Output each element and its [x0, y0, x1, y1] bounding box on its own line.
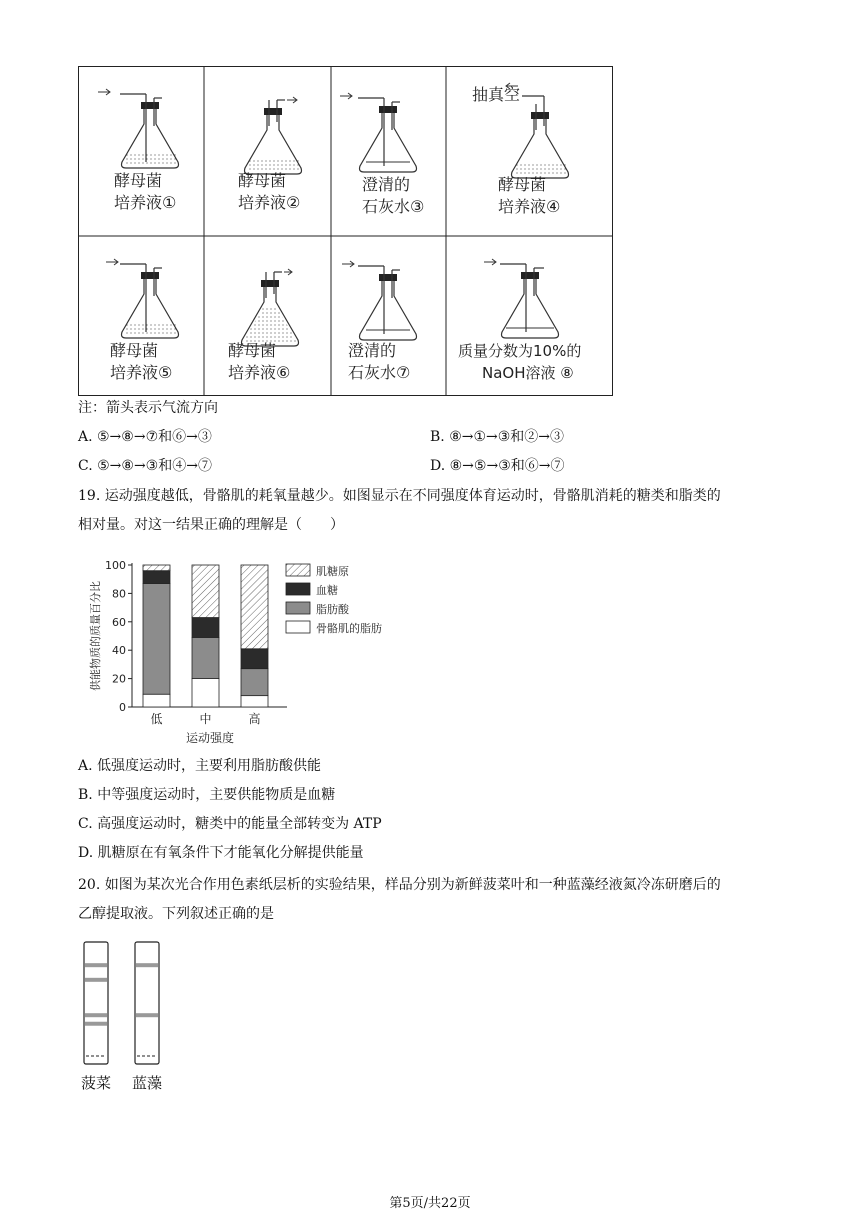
- cell-5-line1: 酵母菌: [110, 341, 159, 360]
- bar-1-segment-0: [192, 679, 219, 707]
- q18-option-d: D. ⑧→⑤→③和⑥→⑦: [430, 458, 565, 474]
- q19-option-c: C. 高强度运动时，糖类中的能量全部转变为 ATP: [78, 816, 382, 832]
- y-tick-label: 80: [112, 587, 126, 601]
- cell-4-line1: 酵母菌: [498, 175, 547, 194]
- cell-3-line1: 澄清的: [362, 175, 411, 194]
- q19-option-b: B. 中等强度运动时，主要供能物质是血糖: [78, 787, 336, 803]
- legend-label: 肌糖原: [316, 565, 349, 578]
- flask-3-icon: [340, 93, 417, 172]
- cell-2-num: ②: [286, 193, 301, 212]
- vacuum-label: 抽真空: [472, 85, 521, 104]
- x-axis-label: 运动强度: [185, 731, 235, 745]
- strip-label: 蓝藻: [131, 1074, 163, 1092]
- legend-swatch: [286, 602, 310, 614]
- y-tick-label: 40: [112, 644, 126, 658]
- y-tick-label: 20: [112, 672, 126, 686]
- x-tick-label: 低: [150, 712, 163, 726]
- q19-stem-line1: 19. 运动强度越低，骨骼肌的耗氧量越少。如图显示在不同强度体育运动时，骨骼肌消耗的糖类和脂类的: [78, 488, 721, 504]
- cell-7-num: ⑦: [396, 363, 411, 382]
- strip-label: 菠菜: [80, 1074, 112, 1092]
- cell-8-num: ⑧: [560, 364, 574, 382]
- legend-swatch: [286, 583, 310, 595]
- bar-0-segment-3: [143, 565, 170, 571]
- apparatus-table: [78, 66, 613, 396]
- cell-3-num: ③: [410, 197, 425, 216]
- bar-2-segment-3: [241, 565, 268, 649]
- cell-1-num: ①: [162, 193, 177, 212]
- cell-6-line1: 酵母菌: [228, 341, 277, 360]
- cell-7-line2: 石灰水: [348, 363, 397, 382]
- cell-1-label: [114, 170, 176, 214]
- y-tick-label: 100: [105, 559, 126, 572]
- cell-3-label: [362, 174, 424, 218]
- q19-option-a: A. 低强度运动时，主要利用脂肪酸供能: [78, 758, 322, 774]
- q19-option-d: D. 肌糖原在有氧条件下才能氧化分解提供能量: [78, 845, 364, 861]
- cell-2-label: [238, 170, 300, 214]
- bar-2-segment-1: [241, 669, 268, 696]
- chromatography-strips: [74, 938, 194, 1098]
- q19-stem-line2: 相对量。对这一结果正确的理解是（ ）: [78, 517, 344, 533]
- cell-7-label: [348, 340, 410, 384]
- strip-0: [84, 942, 108, 1064]
- stacked-bar-chart: [82, 550, 422, 750]
- cell-4-num: ④: [546, 197, 561, 216]
- y-tick-label: 0: [119, 701, 126, 714]
- bar-0-segment-2: [143, 571, 170, 584]
- cell-8-label: [458, 340, 581, 384]
- figure-note: 注：箭头表示气流方向: [78, 400, 218, 416]
- cell-4-label: [498, 174, 560, 218]
- page-footer: 第5页/共22页: [389, 1196, 471, 1211]
- y-axis-label: 供能物质的质量百分比: [89, 581, 102, 691]
- strip-1-band-0: [136, 963, 158, 967]
- cell-3-line2: 石灰水: [362, 197, 411, 216]
- flask-6-icon: [242, 269, 299, 346]
- bar-1-segment-1: [192, 637, 219, 678]
- q18-option-b: B. ⑧→①→③和②→③: [430, 429, 565, 445]
- bar-0-segment-1: [143, 583, 170, 694]
- cell-4-line2: 培养液: [498, 197, 547, 216]
- cell-1-line2: 培养液: [114, 193, 163, 212]
- strip-0-band-3: [85, 1022, 107, 1026]
- cell-8-line1: 质量分数为10%的: [458, 342, 582, 360]
- bar-2-segment-0: [241, 696, 268, 707]
- cell-1-line1: 酵母菌: [114, 171, 163, 190]
- legend-label: 骨骼肌的脂肪: [316, 622, 382, 635]
- flask-8-icon: [484, 259, 559, 338]
- cell-6-line2: 培养液: [228, 363, 277, 382]
- strip-0-band-0: [85, 963, 107, 967]
- q20-stem-line1: 20. 如图为某次光合作用色素纸层析的实验结果，样品分别为新鲜菠菜叶和一种蓝藻经液氮冷冻研磨后的: [78, 877, 721, 893]
- cell-5-label: [110, 340, 172, 384]
- x-tick-label: 高: [248, 712, 261, 726]
- y-tick-label: 60: [112, 615, 126, 629]
- x-tick-label: 中: [199, 712, 212, 726]
- flask-2-icon: [245, 97, 302, 174]
- q18-option-c: C. ⑤→⑧→③和④→⑦: [78, 458, 212, 474]
- legend-swatch: [286, 621, 310, 633]
- cell-6-label: [228, 340, 290, 384]
- cell-7-line1: 澄清的: [348, 341, 397, 360]
- flask-7-icon: [342, 261, 417, 340]
- bar-1-segment-2: [192, 618, 219, 638]
- bar-0-segment-0: [143, 694, 170, 707]
- strip-1-band-1: [136, 1013, 158, 1017]
- cell-2-line2: 培养液: [238, 193, 287, 212]
- legend-label: 脂肪酸: [316, 603, 349, 616]
- cell-5-line2: 培养液: [110, 363, 159, 382]
- cell-2-line1: 酵母菌: [238, 171, 287, 190]
- cell-5-num: ⑤: [158, 363, 173, 382]
- cell-8-line2: NaOH溶液: [482, 364, 556, 382]
- flask-1-icon: [98, 89, 179, 168]
- bar-1-segment-3: [192, 565, 219, 618]
- strip-0-band-1: [85, 978, 107, 982]
- legend-swatch: [286, 564, 310, 576]
- strip-1: [135, 942, 159, 1064]
- legend-label: 血糖: [316, 584, 338, 597]
- bar-2-segment-2: [241, 649, 268, 669]
- flask-5-icon: [106, 259, 179, 338]
- q20-stem-line2: 乙醇提取液。下列叙述正确的是: [78, 906, 274, 922]
- q18-option-a: A. ⑤→⑧→⑦和⑥→③: [78, 429, 212, 445]
- cell-6-num: ⑥: [276, 363, 291, 382]
- strip-0-band-2: [85, 1013, 107, 1017]
